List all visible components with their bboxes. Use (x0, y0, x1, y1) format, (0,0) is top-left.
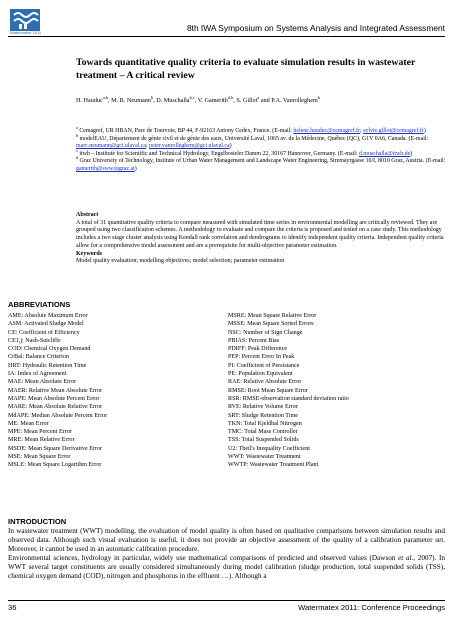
abbreviation-item: NSC: Number of Sign Change (228, 329, 303, 336)
abbreviation-item: CE: Coefficient of Efficiency (8, 329, 80, 336)
abbreviation-item: PE: Population Equivalent (228, 371, 293, 378)
proceedings-label: Watermatex 2011: Conference Proceedings (298, 603, 445, 612)
header-divider (8, 36, 445, 37)
keywords-heading: Keywords (76, 250, 102, 257)
affiliation-d: $^d$ Graz University of Technology, Institute of Urban Water Management and Landscape Water Engineering, Stremayrgasse 10/I, 8010 Graz, Austria. (E-mail: gamerith@sww.tugraz.at) (76, 155, 446, 172)
abbreviation-item: RSR: RMSE-observation standard deviation ratio (228, 395, 349, 402)
abbreviation-item: PI: Coefficient of Persistance (228, 362, 300, 369)
abbreviation-item: MRE: Mean Relative Error (8, 437, 75, 444)
abbreviation-item: PBIAS: Percent Bias (228, 337, 280, 344)
running-header: 8th IWA Symposium on Systems Analysis and Integrated Assessment (186, 23, 445, 33)
email-link[interactable]: peter.vanrolleghem@gci.ulaval.ca (149, 143, 230, 150)
abbreviations-heading: ABBREVIATIONS (8, 300, 71, 309)
abbreviation-item: RVE: Relative Volume Error (228, 404, 298, 411)
abbreviation-item: IA: Index of Agreement (8, 371, 67, 378)
paper-title: Towards quantitative quality criteria to evaluate simulation results in wastewater treatment – A critical review (76, 57, 416, 81)
abbreviation-item: MSSE: Mean Square Sorted Errors (228, 321, 314, 328)
affiliations (76, 125, 446, 174)
abbreviation-item: TSS: Total Suspended Solids (228, 437, 299, 444)
introduction-body (8, 527, 445, 582)
abstract-block (76, 212, 446, 266)
abbreviation-item: MSDE: Mean Square Derivative Error (8, 445, 103, 452)
abstract-text: A total of 31 quantitative quality criteria to compare measured with simulated time series in environmental modelling are critically reviewed. They are grouped using two classification schemes. A methodology to evaluate and compare the criteria is proposed and tested on a case study. This methodology includes a two stage cluster analysis using Kendall rank correlation and dendrograms to identify independent quality criteria. Independent quality criteria allow for a comprehensive model assessment and are a prerequisite for multi-objective parameter estimation. (76, 219, 444, 249)
abbreviation-item: TMC: Total Mass Controller (228, 429, 298, 436)
page-number: 36 (8, 603, 17, 612)
abbreviation-item: CrBal: Balance Criterion (8, 354, 69, 361)
footer-divider (8, 600, 445, 601)
abbreviation-item: HRT: Hydraulic Retention Time (8, 362, 87, 369)
author-list: H. Hauduc$^{a,b}$, M. B. Neumann$^b$, D. Muschalla$^{b,c}$, V. Gamerith$^{d,b}$, S. Gillot$^a$ and P.A. Vanrolleghem$^b$ (76, 94, 320, 104)
abbreviation-item: TKN: Total Kjeldhal Nitrogen (228, 420, 302, 427)
email-link[interactable]: helene.hauduc@cemagref.fr (293, 128, 360, 134)
abbreviation-item: MdAPE: Median Absolute Percent Error (8, 412, 108, 419)
abbreviation-item: MSE: Mean Square Error (8, 454, 71, 461)
affiliation-a: $^a$ Cemagref, UR HBAN, Parc de Tourvoie, BP 44, F-92163 Antony Cedex, France. (E-mail: helene.hauduc@cemagref.fr; sylvie.gillot@cemagref.fr) (76, 125, 426, 134)
abbreviation-item: WWT: Wastewater Treatment (228, 454, 301, 461)
intro-paragraph-2: Environmental sciences, hydrology in particular, widely use mathematical comparisons of predicted and observed values (Dawson et al., 2007). In WWT several target constituents are usually considered simultaneously during model calibration (sludge production, total suspended solids (TSS), chemical oxygen demand (COD), nitrogen and phosphorus in the effluent …). Although a (8, 554, 445, 581)
intro-paragraph-1: In wastewater treatment (WWT) modelling, the evaluation of model quality is often based on qualitative comparisons between simulation results and observed data. Although such visual evaluation is useful, it does not provide an objective assessment of the quality of a calibration parameter set. Moreover, it cannot be used in an automatic calibration procedure. (8, 527, 445, 554)
abbreviation-item: RMSE: Root Mean Square Error (228, 387, 308, 394)
abbreviation-item: CE1,j: Nash-Sutcliffe (8, 337, 61, 344)
email-link[interactable]: gamerith@sww.tugraz.at (76, 165, 135, 172)
abbreviation-item: PEP: Percent Error In Peak (228, 354, 295, 361)
abbreviation-item: COD: Chemical Oxygen Demand (8, 346, 91, 353)
abbreviations-right-column (228, 312, 349, 470)
affiliation-b: $^b$ modelEAU, Département de génie civil et de génie des eaux, Université Laval, 1065 av. de la Médecine, Québec (QC), G1V 0A6, Canada. (E-mail: marc.neumann@gci.ulaval.ca; peter.vanrolleghem@gci.ulaval.ca) (76, 132, 429, 150)
abbreviation-item: SRT: Sludge Retention Time (228, 412, 298, 419)
keywords-text: Model quality evaluation; modelling objectives; model selection; parameter estimation (76, 258, 285, 265)
abbreviation-item: AME: Absolute Maximum Error (8, 313, 88, 319)
abstract-heading: Abstract (76, 212, 99, 218)
abbreviation-item: MAE: Mean Absolute Error (8, 379, 77, 386)
abbreviation-item: MSRE: Mean Square Relative Error (228, 313, 317, 319)
logo-text: Watermatex 2011 (10, 30, 42, 35)
abbreviation-item: ASM: Activated Sludge Model (8, 321, 84, 328)
email-link[interactable]: d.muschalla@itwh.de (359, 150, 411, 157)
abbreviation-item: MARE: Mean Absolute Relative Error (8, 404, 103, 411)
abbreviation-item: WWTP: Wastewater Treatment Plant (228, 462, 319, 469)
email-link[interactable]: marc.neumann@gci.ulaval.ca (76, 143, 147, 150)
abbreviation-item: MAER: Relative Mean Absolute Error (8, 387, 103, 394)
abbreviation-item: PDIFF: Peak Difference (228, 346, 288, 353)
abbreviation-item: U2: Theil's Inequality Coefficient (228, 445, 310, 452)
affiliation-c: $^c$ itwh – Institute for Scientific and Technical Hydrology, Engelbosteler Damm 22, 30167 Hannover, Germany. (E-mail: d.muschalla@itwh.de) (76, 147, 413, 157)
abbreviations-left-column (8, 312, 107, 470)
abbreviation-item: ME: Mean Error (8, 420, 49, 427)
introduction-heading: INTRODUCTION (8, 517, 67, 526)
abbreviation-item: MPE: Mean Percent Error (8, 429, 72, 436)
abbreviation-item: MAPE: Mean Absolute Percent Error (8, 395, 100, 402)
abbreviation-item: MSLE: Mean Square Logarithm Error (8, 462, 102, 469)
abbreviation-item: RAE: Relative Absolute Error (228, 379, 302, 386)
email-link[interactable]: sylvie.gillot@cemagref.fr (363, 128, 424, 134)
